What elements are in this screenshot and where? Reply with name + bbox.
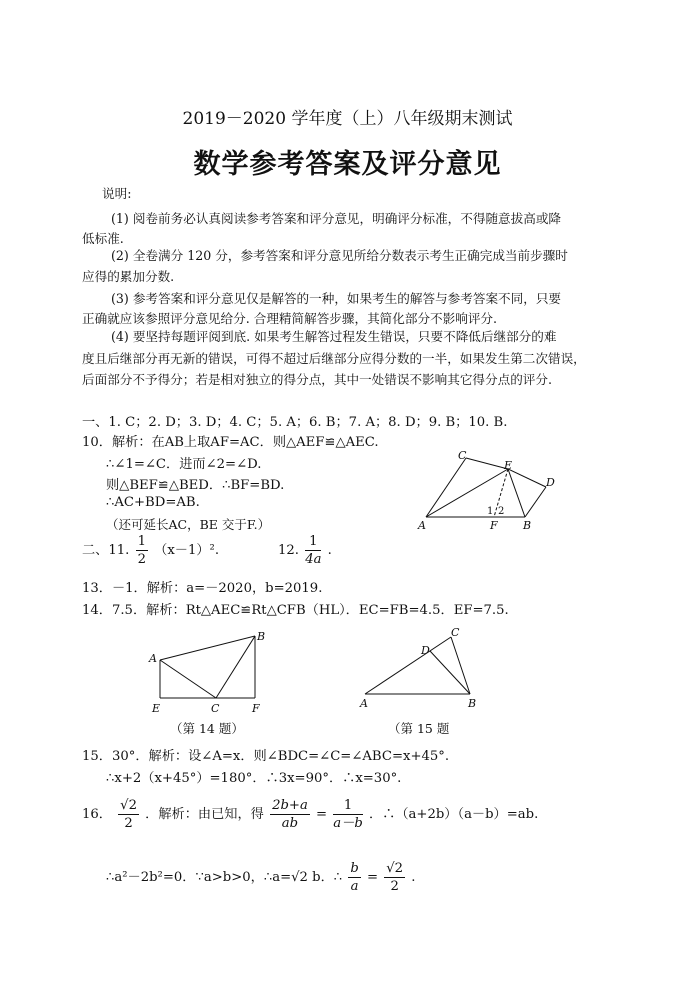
q12-end: . xyxy=(327,543,332,558)
q10-line-1: 10．解析：在AB上取AF=AC．则△AEF≌△AEC. xyxy=(82,435,379,450)
q11-line xyxy=(82,533,219,568)
page-title: 数学参考答案及评分意见 xyxy=(193,149,502,180)
q16-answer-fraction xyxy=(118,797,139,832)
fig10-angle-2: 2 xyxy=(498,506,505,517)
q16-result-fraction xyxy=(384,860,405,895)
q16-line-1 xyxy=(82,797,538,832)
q16-rhs-numerator: 1 xyxy=(333,797,363,815)
fig15-label-c: C xyxy=(451,626,460,639)
fig10-label-f: F xyxy=(490,519,498,532)
note-4-cont: 度且后继部分再无新的错误，可得不超过后继部分应得分数的一半，如果发生第二次错误， xyxy=(82,351,586,366)
note-3-cont: 正确就应该参照评分意见给分. 合理精简解答步骤，其简化部分不影响评分. xyxy=(82,311,498,326)
fig10-label-e: E xyxy=(504,459,513,472)
fig15-caption: （第 15 题 xyxy=(388,721,450,736)
q16-ratio-fraction xyxy=(348,860,360,895)
exam-subtitle: 2019－2020 学年度（上）八年级期末测试 xyxy=(182,109,513,129)
q10-line-4: ∴AC+BD=AB. xyxy=(106,495,200,510)
q16-line2-equals: = xyxy=(367,870,379,885)
q11-fraction xyxy=(136,533,148,568)
q16-result-numerator: √2 xyxy=(386,861,404,876)
q12-line xyxy=(278,533,332,568)
fig14-label-f: F xyxy=(252,702,260,715)
q16-line2-end: . xyxy=(411,870,416,885)
q11-prefix: 二、11. xyxy=(82,543,130,558)
q16-result-denominator: 2 xyxy=(390,879,399,894)
q10-line-5: （还可延长AC，BE 交于F.） xyxy=(106,517,271,532)
q16-prefix: 16． xyxy=(82,807,112,822)
q10-line-2: ∴∠1=∠C．进而∠2=∠D. xyxy=(106,457,262,472)
q11-numerator: 1 xyxy=(137,534,146,549)
note-3: (3) 参考答案和评分意见仅是解答的一种，如果考生的解答与参考答案不同，只要 xyxy=(111,291,562,306)
mc-answers: 一、1. C；2. D；3. D；4. C；5. A；6. B；7. A；8. D；9. B；10. B. xyxy=(82,415,508,430)
q16-answer-denominator: 2 xyxy=(124,816,133,831)
q15-figure xyxy=(355,624,495,710)
q16-ratio-numerator: b xyxy=(350,861,359,876)
fig10-label-d: D xyxy=(546,476,555,489)
fig14-caption: （第 14 题） xyxy=(170,721,244,736)
q14-line: 14．7.5．解析：Rt△AEC≌Rt△CFB（HL）．EC=FB=4.5．EF=7.5. xyxy=(82,603,509,618)
fig15-label-a: A xyxy=(360,697,368,710)
fig10-label-c: C xyxy=(458,449,467,462)
fig14-label-b: B xyxy=(257,630,266,643)
q16-rhs-fraction xyxy=(333,797,363,832)
fig10-angle-1: 1 xyxy=(487,506,494,517)
q16-line2-text: ∴a²－2b²=0．∵a>b>0，∴a=√2 b．∴ xyxy=(106,870,343,885)
q16-mid: ．解析：由已知，得 xyxy=(145,807,264,822)
q11-denominator: 2 xyxy=(137,552,146,567)
q16-given-fraction xyxy=(270,797,310,832)
q14-figure xyxy=(148,630,278,720)
q16-given-denominator: ab xyxy=(281,816,299,831)
note-2: (2) 全卷满分 120 分，参考答案和评分意见所给分数表示考生正确完成当前步骤时 xyxy=(111,248,568,263)
q16-equals: = xyxy=(316,807,328,822)
q16-line-2 xyxy=(106,860,415,895)
q12-denominator: 4a xyxy=(305,552,322,567)
q12-fraction xyxy=(305,533,321,568)
note-1-cont: 低标准. xyxy=(82,231,124,246)
fig14-label-c: C xyxy=(211,702,220,715)
fig15-label-b: B xyxy=(468,697,477,710)
note-1: (1) 阅卷前务必认真阅读参考答案和评分意见，明确评分标准，不得随意拔高或降 xyxy=(111,211,562,226)
q15-line-2: ∴x+2（x+45°）=180°．∴3x=90°．∴x=30°. xyxy=(106,771,402,786)
q16-given-numerator: 2b+a xyxy=(272,798,308,813)
note-2-cont: 应得的累加分数. xyxy=(82,269,175,284)
q16-tail: ．∴（a+2b）（a－b）=ab. xyxy=(368,807,539,822)
fig10-label-b: B xyxy=(523,519,532,532)
q16-ratio-denominator: a xyxy=(350,879,359,894)
q13-line: 13．－1．解析：a=－2020，b=2019. xyxy=(82,581,323,596)
notes-heading: 说明: xyxy=(102,186,132,201)
fig14-label-e: E xyxy=(152,702,161,715)
q16-answer-numerator: √2 xyxy=(120,798,137,813)
q16-rhs-denominator: a－b xyxy=(333,816,363,831)
q12-prefix: 12. xyxy=(278,543,299,558)
q10-line-3: 则△BEF≌△BED．∴BF=BD. xyxy=(106,478,285,493)
q11-rest: （x－1）². xyxy=(154,543,220,558)
q10-figure xyxy=(418,447,568,537)
q15-line-1: 15．30°．解析：设∠A=x．则∠BDC=∠C=∠ABC=x+45°. xyxy=(82,749,450,764)
q12-numerator: 1 xyxy=(305,533,321,551)
fig14-label-a: A xyxy=(149,652,157,665)
fig15-label-d: D xyxy=(421,644,430,657)
note-4-cont2: 后面部分不予得分；若是相对独立的得分点，其中一处错误不影响其它得分点的评分. xyxy=(82,372,552,387)
fig10-label-a: A xyxy=(418,519,426,532)
note-4: (4) 要坚持每题评阅到底. 如果考生解答过程发生错误，只要不降低后继部分的难 xyxy=(111,329,557,344)
